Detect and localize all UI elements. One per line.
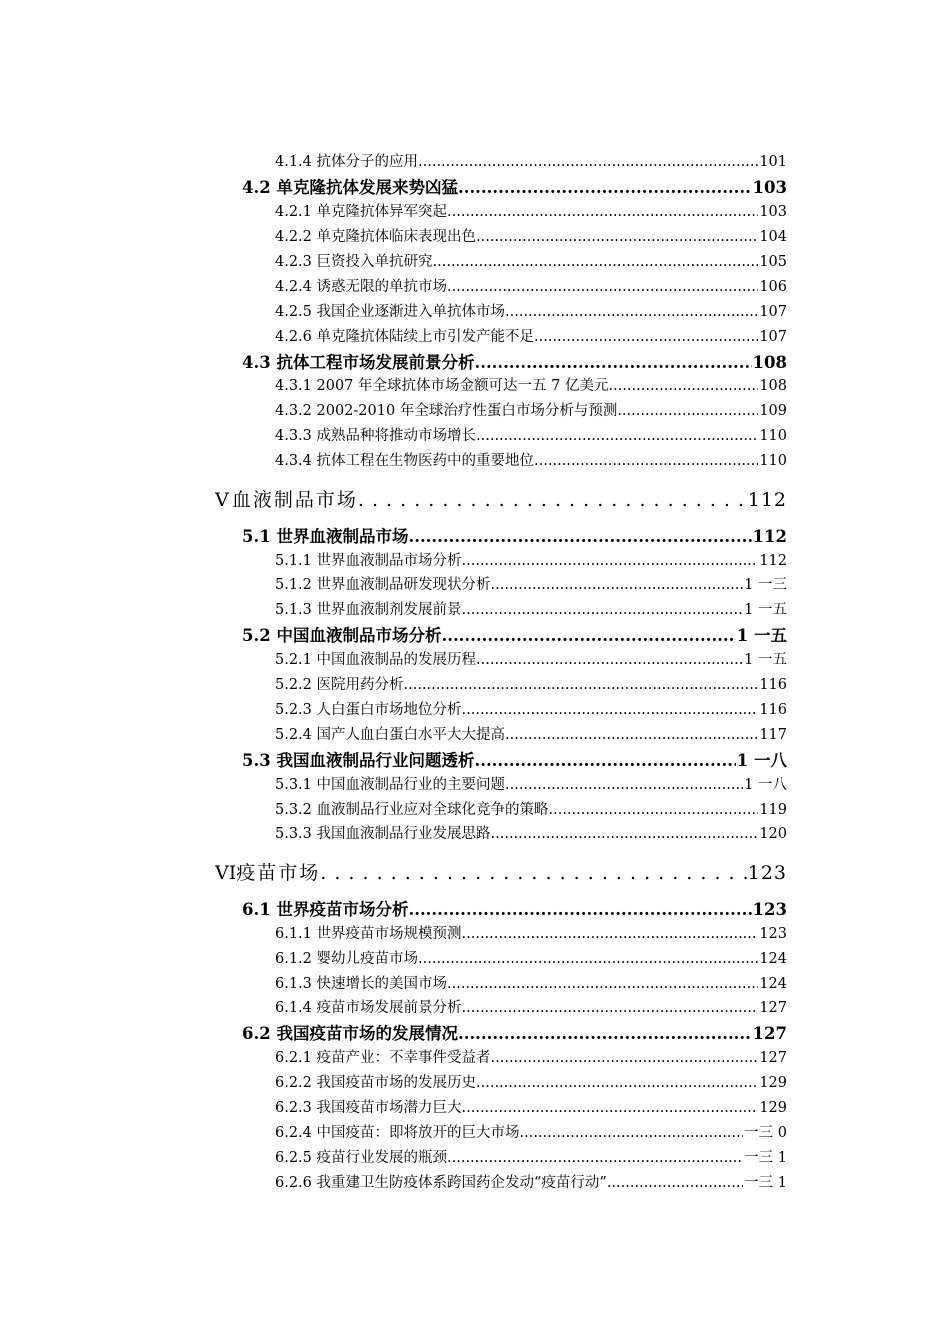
toc-leader-dots xyxy=(534,449,758,473)
toc-page-number: 123 xyxy=(747,862,787,884)
toc-subsection[interactable] xyxy=(275,1046,787,1070)
toc-leader-dots xyxy=(458,175,752,200)
toc-entry-title: 5.2.2 医院用药分析 xyxy=(275,677,404,693)
toc-page-number: 123 xyxy=(759,926,787,942)
toc-page-number: 110 xyxy=(759,453,787,469)
toc-section[interactable] xyxy=(242,175,787,200)
toc-leader-dots xyxy=(491,573,744,597)
toc-page-number: 108 xyxy=(759,378,787,394)
toc-subsection[interactable] xyxy=(275,325,787,349)
toc-entry-title: 4.2 单克隆抗体发展来势凶猛 xyxy=(242,178,458,197)
toc-entry-title: 6.1.4 疫苗市场发展前景分析 xyxy=(275,1000,462,1016)
toc-leader-dots xyxy=(433,250,759,274)
toc-entry-title: 5.1.1 世界血液制品市场分析 xyxy=(275,553,462,569)
toc-subsection[interactable] xyxy=(275,698,787,722)
toc-subsection[interactable] xyxy=(275,798,787,822)
toc-page-number: 103 xyxy=(759,204,787,220)
toc-leader-dots xyxy=(617,399,758,423)
toc-page-number: 1 一三 xyxy=(744,577,787,593)
toc-page-number: 105 xyxy=(759,254,787,270)
toc-page-number: 104 xyxy=(759,229,787,245)
toc-leader-dots xyxy=(447,200,758,224)
toc-page-number: 110 xyxy=(759,428,787,444)
toc-leader-dots xyxy=(462,549,759,573)
toc-leader-dots xyxy=(462,698,759,722)
toc-page-number: 1 一五 xyxy=(744,602,787,618)
toc-entry-title: 5.2.1 中国血液制品的发展历程 xyxy=(275,652,477,668)
toc-entry-title: 5.2 中国血液制品市场分析 xyxy=(242,626,442,645)
toc-leader-dots xyxy=(607,1171,743,1195)
toc-leader-dots xyxy=(462,1096,759,1120)
toc-page-number: 129 xyxy=(759,1075,787,1091)
toc-entry-title: 5.3 我国血液制品行业问题透析 xyxy=(242,751,475,770)
toc-leader-dots xyxy=(520,1121,744,1145)
toc-leader-dots xyxy=(476,1071,758,1095)
toc-page-number: 一三 0 xyxy=(744,1125,787,1141)
toc-leader-dots xyxy=(320,857,746,889)
toc-entry-title: 4.2.2 单克隆抗体临床表现出色 xyxy=(275,229,477,245)
toc-subsection[interactable] xyxy=(275,598,787,622)
toc-subsection[interactable] xyxy=(275,1121,787,1145)
toc-page-number: 108 xyxy=(752,353,787,372)
toc-chapter[interactable] xyxy=(215,484,787,516)
toc-entry-title: 6.2.6 我重建卫生防疫体系跨国药企发动“疫苗行动” xyxy=(275,1175,607,1191)
toc-leader-dots xyxy=(418,150,758,174)
toc-subsection[interactable] xyxy=(275,200,787,224)
toc-leader-dots xyxy=(474,748,735,773)
toc-page-number: 109 xyxy=(759,403,787,419)
toc-subsection[interactable] xyxy=(275,972,787,996)
toc-entry-title: 4.2.5 我国企业逐渐进入单抗体市场 xyxy=(275,304,506,320)
toc-chapter[interactable] xyxy=(215,857,787,889)
toc-subsection[interactable] xyxy=(275,773,787,797)
toc-entry-title: 6.2 我国疫苗市场的发展情况 xyxy=(242,1024,458,1043)
toc-leader-dots xyxy=(476,648,743,672)
toc-entry-title: 6.1.3 快速增长的美国市场 xyxy=(275,976,448,992)
toc-page-number: 101 xyxy=(759,154,787,170)
toc-section[interactable] xyxy=(242,1021,787,1046)
toc-leader-dots xyxy=(462,598,744,622)
toc-leader-dots xyxy=(491,822,759,846)
toc-leader-dots xyxy=(418,947,758,971)
toc-subsection[interactable] xyxy=(275,300,787,324)
toc-subsection[interactable] xyxy=(275,1096,787,1120)
toc-subsection[interactable] xyxy=(275,225,787,249)
toc-entry-title: 6.1 世界疫苗市场分析 xyxy=(242,900,409,919)
toc-page-number: 112 xyxy=(759,553,787,569)
toc-page-number: 106 xyxy=(759,279,787,295)
toc-subsection[interactable] xyxy=(275,150,787,174)
toc-section[interactable] xyxy=(242,623,787,648)
toc-leader-dots xyxy=(408,524,751,549)
toc-entry-title: 4.3.3 成熟品种将推动市场增长 xyxy=(275,428,477,444)
toc-leader-dots xyxy=(462,922,759,946)
toc-page-number: 107 xyxy=(759,304,787,320)
toc-entry-title: 4.3.2 2002-2010 年全球治疗性蛋白市场分析与预测 xyxy=(275,403,618,419)
toc-subsection[interactable] xyxy=(275,1071,787,1095)
toc-leader-dots xyxy=(408,897,751,922)
toc-page-number: 120 xyxy=(759,826,787,842)
toc-page-number: 一三 1 xyxy=(744,1175,787,1191)
toc-entry-title: 4.2.1 单克隆抗体异军突起 xyxy=(275,204,448,220)
toc-subsection[interactable] xyxy=(275,922,787,946)
toc-subsection[interactable] xyxy=(275,573,787,597)
toc-entry-title: 4.3.4 抗体工程在生物医药中的重要地位 xyxy=(275,453,535,469)
toc-entry-title: 6.2.5 疫苗行业发展的瓶颈 xyxy=(275,1150,448,1166)
toc-page-number: 127 xyxy=(752,1024,787,1043)
toc-entry-title: 5.2.4 国产人血白蛋白水平大大提高 xyxy=(275,727,506,743)
toc-page-number: 112 xyxy=(752,527,787,546)
toc-chapter-number: VI xyxy=(215,862,237,884)
toc-entry-title: 4.3.1 2007 年全球抗体市场金额可达一五 7 亿美元 xyxy=(275,378,609,394)
toc-section[interactable] xyxy=(242,524,787,549)
toc-page-number: 1 一五 xyxy=(736,626,787,645)
toc-subsection[interactable] xyxy=(275,399,787,423)
toc-subsection[interactable] xyxy=(275,723,787,747)
toc-subsection[interactable] xyxy=(275,275,787,299)
toc-leader-dots xyxy=(505,723,758,747)
toc-leader-dots xyxy=(491,1046,759,1070)
toc-leader-dots xyxy=(404,673,759,697)
toc-entry-title: 6.1.2 婴幼儿疫苗市场 xyxy=(275,951,419,967)
toc-leader-dots xyxy=(505,300,758,324)
toc-entry-title: 血液制品市场 xyxy=(231,489,358,511)
toc-leader-dots xyxy=(458,1021,752,1046)
toc-subsection[interactable] xyxy=(275,673,787,697)
toc-subsection[interactable] xyxy=(275,374,787,398)
toc-entry-title: 5.1 世界血液制品市场 xyxy=(242,527,409,546)
toc-leader-dots xyxy=(549,798,759,822)
toc-leader-dots xyxy=(505,773,743,797)
toc-subsection[interactable] xyxy=(275,424,787,448)
toc-leader-dots xyxy=(474,350,751,375)
toc-leader-dots xyxy=(441,623,735,648)
toc-page-number: 124 xyxy=(759,951,787,967)
toc-entry-title: 4.2.4 诱惑无限的单抗市场 xyxy=(275,279,448,295)
toc-leader-dots xyxy=(476,424,758,448)
toc-entry-title: 4.2.6 单克隆抗体陆续上市引发产能不足 xyxy=(275,329,535,345)
toc-leader-dots xyxy=(608,374,758,398)
toc-section[interactable] xyxy=(242,897,787,922)
toc-chapter-number: V xyxy=(215,489,229,511)
toc-subsection[interactable] xyxy=(275,549,787,573)
toc-subsection[interactable] xyxy=(275,822,787,846)
toc-page-number: 1 一五 xyxy=(744,652,787,668)
toc-page-number: 127 xyxy=(759,1050,787,1066)
toc-entry-title: 6.1.1 世界疫苗市场规模预测 xyxy=(275,926,462,942)
toc-page-number: 129 xyxy=(759,1100,787,1116)
toc-entry-title: 6.2.1 疫苗产业：不幸事件受益者 xyxy=(275,1050,491,1066)
toc-page-number: 119 xyxy=(759,802,787,818)
toc-page-number: 1 一八 xyxy=(736,751,787,770)
toc-entry-title: 5.1.3 世界血液制剂发展前景 xyxy=(275,602,462,618)
toc-entry-title: 5.3.3 我国血液制品行业发展思路 xyxy=(275,826,491,842)
toc-page-number: 112 xyxy=(747,489,787,511)
toc-subsection[interactable] xyxy=(275,1146,787,1170)
toc-entry-title: 疫苗市场 xyxy=(236,862,321,884)
toc-page-number: 116 xyxy=(759,677,787,693)
toc-page-number: 107 xyxy=(759,329,787,345)
toc-leader-dots xyxy=(462,996,759,1020)
toc-page-number: 1 一八 xyxy=(744,777,787,793)
toc-leader-dots xyxy=(358,484,747,516)
toc-page-number: 117 xyxy=(759,727,787,743)
toc-section[interactable] xyxy=(242,748,787,773)
toc-entry-title: 6.2.2 我国疫苗市场的发展历史 xyxy=(275,1075,477,1091)
toc-page-number: 127 xyxy=(759,1000,787,1016)
toc-subsection[interactable] xyxy=(275,1171,787,1195)
toc-subsection[interactable] xyxy=(275,947,787,971)
toc-entry-title: 4.3 抗体工程市场发展前景分析 xyxy=(242,353,475,372)
toc-subsection[interactable] xyxy=(275,250,787,274)
toc-entry-title: 5.3.1 中国血液制品行业的主要问题 xyxy=(275,777,506,793)
toc-entry-title: 6.2.4 中国疫苗：即将放开的巨大市场 xyxy=(275,1125,520,1141)
toc-subsection[interactable] xyxy=(275,449,787,473)
toc-entry-title: 6.2.3 我国疫苗市场潜力巨大 xyxy=(275,1100,462,1116)
toc-entry-title: 5.2.3 人白蛋白市场地位分析 xyxy=(275,702,462,718)
toc-entry-title: 4.2.3 巨资投入单抗研究 xyxy=(275,254,433,270)
toc-entry-title: 4.1.4 抗体分子的应用 xyxy=(275,154,419,170)
toc-page-number: 124 xyxy=(759,976,787,992)
toc-page-number: 103 xyxy=(752,178,787,197)
toc-page-number: 一三 1 xyxy=(744,1150,787,1166)
toc-leader-dots xyxy=(534,325,758,349)
toc-page-number: 116 xyxy=(759,702,787,718)
toc-subsection[interactable] xyxy=(275,996,787,1020)
toc-subsection[interactable] xyxy=(275,648,787,672)
toc-section[interactable] xyxy=(242,350,787,375)
toc-entry-title: 5.3.2 血液制品行业应对全球化竞争的策略 xyxy=(275,802,549,818)
toc-leader-dots xyxy=(447,972,758,996)
toc-page-number: 123 xyxy=(752,900,787,919)
toc-entry-title: 5.1.2 世界血液制品研发现状分析 xyxy=(275,577,491,593)
toc-leader-dots xyxy=(447,1146,743,1170)
toc-leader-dots xyxy=(447,275,758,299)
toc-leader-dots xyxy=(476,225,758,249)
